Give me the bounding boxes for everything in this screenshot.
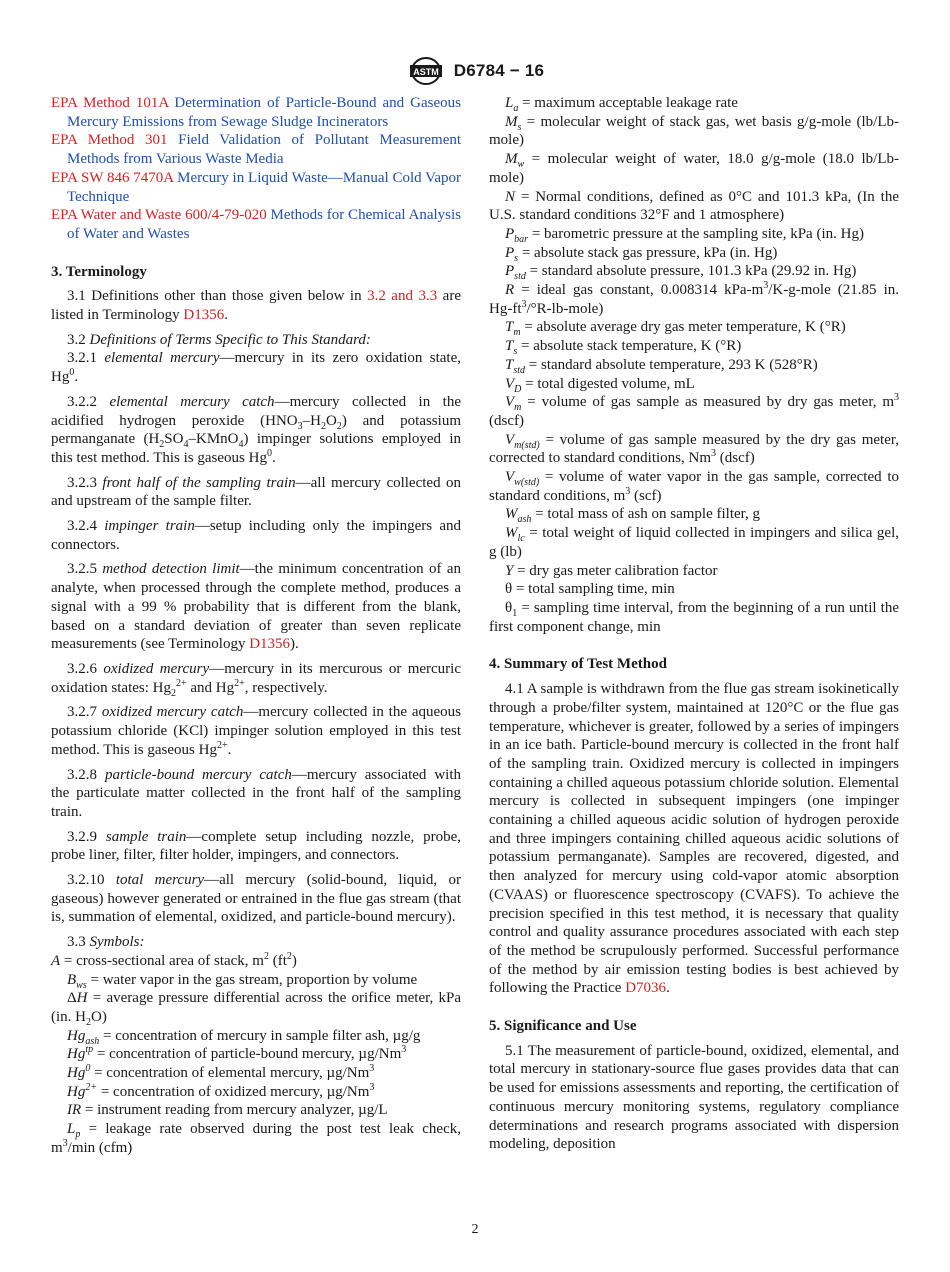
reference-item (51, 206, 461, 243)
def-3-2-8: 3.2.8 particle-bound mercury catch—mercury associated with the particulate matter collected in the front half of the sampling train. (51, 766, 462, 820)
section-link[interactable]: 3.2 and 3.3 (367, 288, 438, 305)
reference-item (51, 169, 461, 206)
page-number: 2 (471, 1222, 479, 1237)
def-3-2-1: 3.2.1 elemental mercury—mercury in its zero oxidation state, Hg$^0$. (51, 350, 461, 386)
symbol-Lp: $L_p$ = leakage rate observed during the post test leak check, $m^3/\min$ (cfm) (51, 1121, 461, 1156)
symbol-Wlc: $W_{lc}$ = total weight of liquid collected in impingers and silica gel, g (lb) (489, 525, 900, 560)
symbol-Pstd: $P_{std}$ = standard absolute pressure, 101.3 kPa (29.92 in. Hg) (505, 263, 857, 283)
standard-link[interactable]: D7036 (625, 980, 667, 997)
def-3-2-4: 3.2.4 impinger train—setup including only the impingers and connectors. (51, 518, 461, 553)
symbol-Ps: $P_s$ = absolute stack gas pressure, kPa (in. Hg) (505, 244, 778, 264)
symbol-Bws: $B_{ws}$ = water vapor in the gas stream, proportion by volume (67, 971, 418, 991)
def-3-2-2: 3.2.2 elemental mercury catch—mercury collected in the acidified hydrogen peroxide $(HNO_3-H_2O_2)$ and potassium permanganate $(H_2SO_4-KMnO_4)$ impinger solutions employed in this test method. This is gaseous Hg$^0$. (51, 393, 461, 466)
symbol-Vmstd: $V_{m(std)}$ = volume of gas sample measured by the dry gas meter, corrected to standard conditions, Nm$^3$ (dscf) (489, 431, 900, 467)
def-3-2-3: 3.2.3 front half of the sampling train—all mercury collected on and upstream of the sample filter. (51, 474, 461, 510)
symbol-theta: θ = total sampling time, min (505, 581, 675, 598)
section-heading-terminology: 3. Terminology (51, 263, 147, 280)
def-3-2-10: 3.2.10 total mercury—all mercury (solid-bound, liquid, or gaseous) however generated or entrained in the flue gas stream (that is, summation of elemental, oxidized, and particle-bound mercury). (51, 872, 461, 926)
symbol-deltaH: ΔH = average pressure differential across the orifice meter, kPa (in. $H_2O$) (51, 990, 462, 1028)
standard-link[interactable]: D1356 (183, 307, 225, 324)
para-5-1: 5.1 The measurement of particle-bound, oxidized, elemental, and total mercury in stationary-source flue gases provides data that can be used for emissions assessments and reporting, the certification of continuous mercury monitoring systems, regulatory compliance determinations and research programs associated with dispersion modeling, deposition (489, 1042, 899, 1153)
symbol-Wash: $W_{ash}$ = total mass of ash on sample filter, g (505, 506, 761, 526)
symbol-Ts: $T_s$ = absolute stack temperature, K (°R) (505, 338, 742, 358)
symbol-Tm: $T_m$ = absolute average dry gas meter temperature, K (°R) (505, 319, 846, 339)
left-column (51, 94, 461, 1158)
page-header (0, 56, 950, 86)
symbol-N: N = Normal conditions, defined as 0°C and 101.3 kPa, (In the U.S. standard conditions 32°F and 1 atmosphere) (489, 188, 900, 224)
section-heading-significance: 5. Significance and Use (489, 1018, 637, 1035)
reference-title[interactable]: Mercury in Liquid Waste—Manual Cold Vapor Technique (67, 169, 462, 205)
symbol-Hg2: $Hg^{2+}$ = concentration of oxidized mercury, µg/Nm$^3$ (67, 1081, 375, 1100)
reference-title[interactable]: Determination of Particle-Bound and Gaseous Mercury Emissions from Sewage Sludge Incinerators (67, 95, 461, 130)
def-3-2-7: 3.2.7 oxidized mercury catch—mercury collected in the aqueous potassium chloride (KCl) impinger solution employed in this test method. This is gaseous $Hg^{2+}$. (51, 704, 461, 758)
symbol-Tstd: $T_{std}$ = standard absolute temperature, 293 K (528°R) (505, 356, 818, 376)
symbol-Hg0: Hg$^0$ = concentration of elemental mercury, µg/Nm$^3$ (67, 1063, 375, 1082)
symbol-A: A = cross-sectional area of stack, $m^2$ $(ft^2)$ (51, 950, 297, 969)
symbol-R: R = ideal gas constant, 0.008314 kPa-$m^3/K-g$-mole (21.85 in. $Hg-ft^3/^\circ R-lb-mole$) (489, 280, 899, 317)
para-3-2: 3.2 Definitions of Terms Specific to This Standard: (67, 331, 371, 348)
reference-code[interactable]: EPA Water and Waste 600/4-79-020 (51, 207, 267, 224)
para-3-1: 3.1 Definitions other than those given below in 3.2 and 3.3 are listed in Terminology D1356. (51, 288, 461, 324)
def-3-2-9: 3.2.9 sample train—complete setup including nozzle, probe, probe liner, filter, filter holder, impingers, and connectors. (51, 828, 462, 864)
symbol-Vwstd: $V_{w(std)}$ = volume of water vapor in the gas sample, corrected to standard conditions, $m^3$ (scf) (489, 469, 899, 504)
reference-code[interactable]: EPA SW 846 7470A (51, 169, 174, 186)
reference-item (51, 131, 461, 168)
symbol-Hgash: $Hg_{ash}$ = concentration of mercury in sample filter ash, µg/g (67, 1027, 421, 1047)
standard-link[interactable]: D1356 (249, 636, 291, 653)
def-3-2-6: 3.2.6 oxidized mercury—mercury in its mercurous or mercuric oxidation states: $Hg_2^{2+}$ and $Hg^{2+}$, respectively. (51, 660, 462, 699)
reference-code[interactable]: EPA Method 101A (51, 95, 169, 111)
para-3-3: 3.3 Symbols: (67, 934, 145, 951)
reference-code[interactable]: EPA Method 301 (51, 132, 168, 149)
def-3-2-5: 3.2.5 method detection limit—the minimum concentration of an analyte, when processed through the complete method, produces a signal with a 99 % probability that is different from the blank, based on a standard deviation of greater than seven replicate measurements (see Terminology D1356). (51, 561, 461, 653)
symbol-Y: Y = dry gas meter calibration factor (505, 562, 718, 579)
section-heading-summary: 4. Summary of Test Method (489, 656, 667, 673)
para-4-1: 4.1 A sample is withdrawn from the flue gas stream isokinetically through a probe/filter system, maintained at 120°C or the flue gas temperature, whichever is greater, followed by a series of impingers in an ice bath. Particle-bound mercury is collected in the front half of the sampling train. Oxidized mercury is collected in impingers containing a chilled aqueous potassium chloride solution. Elemental mercury is collected in subsequent impingers (one impinger containing a chilled aqueous acidic solution of hydrogen peroxide and three impingers containing chilled aqueous acidic solutions of potassium permanganate). Samples are recovered, digested, and then analyzed for mercury using cold-vapor atomic absorption (CVAAS) or fluorescence spectroscopy (CVAFS). To achieve the precision specified in this test method, it is necessary that quality control and quality assurance procedures associated with each step of the method be scrupulously performed. Successful performance of the method by air emission testing bodies is best achieved by following the Practice D7036. (489, 681, 899, 997)
svg-text:ASTM: ASTM (413, 67, 439, 77)
symbol-Vm: $V_m$ = volume of gas sample as measured by dry gas meter, $m^3$ (dscf) (489, 392, 899, 429)
symbol-IR: IR = instrument reading from mercury analyzer, µg/L (67, 1102, 388, 1119)
symbol-Mw: $M_w$ = molecular weight of water, 18.0 g/g-mole (18.0 lb/Lb-mole) (489, 151, 899, 186)
reference-title[interactable]: Field Validation of Pollutant Measurement Methods from Various Waste Media (67, 132, 462, 168)
symbol-theta1: $\theta_1$ = sampling time interval, from the beginning of a run until the first component change, min (489, 599, 899, 635)
reference-item (51, 94, 461, 131)
document-designation: D6784 − 16 (453, 61, 545, 80)
symbol-Ms: $M_s$ = molecular weight of stack gas, wet basis g/g-mole (lb/Lb-mole) (489, 113, 899, 149)
symbol-VD: $V_D$ = total digested volume, mL (505, 375, 695, 395)
reference-title[interactable]: Methods for Chemical Analysis of Water and Wastes (67, 207, 461, 242)
right-column (489, 94, 899, 1154)
symbol-La: $L_a$ = maximum acceptable leakage rate (505, 95, 738, 114)
symbol-Pbar: $P_{bar}$ = barometric pressure at the sampling site, kPa (in. Hg) (505, 225, 864, 245)
symbol-Hgtp: $Hg^{tp}$ = concentration of particle-bound mercury, µg/Nm$^3$ (67, 1044, 407, 1063)
astm-logo-icon (406, 56, 446, 86)
